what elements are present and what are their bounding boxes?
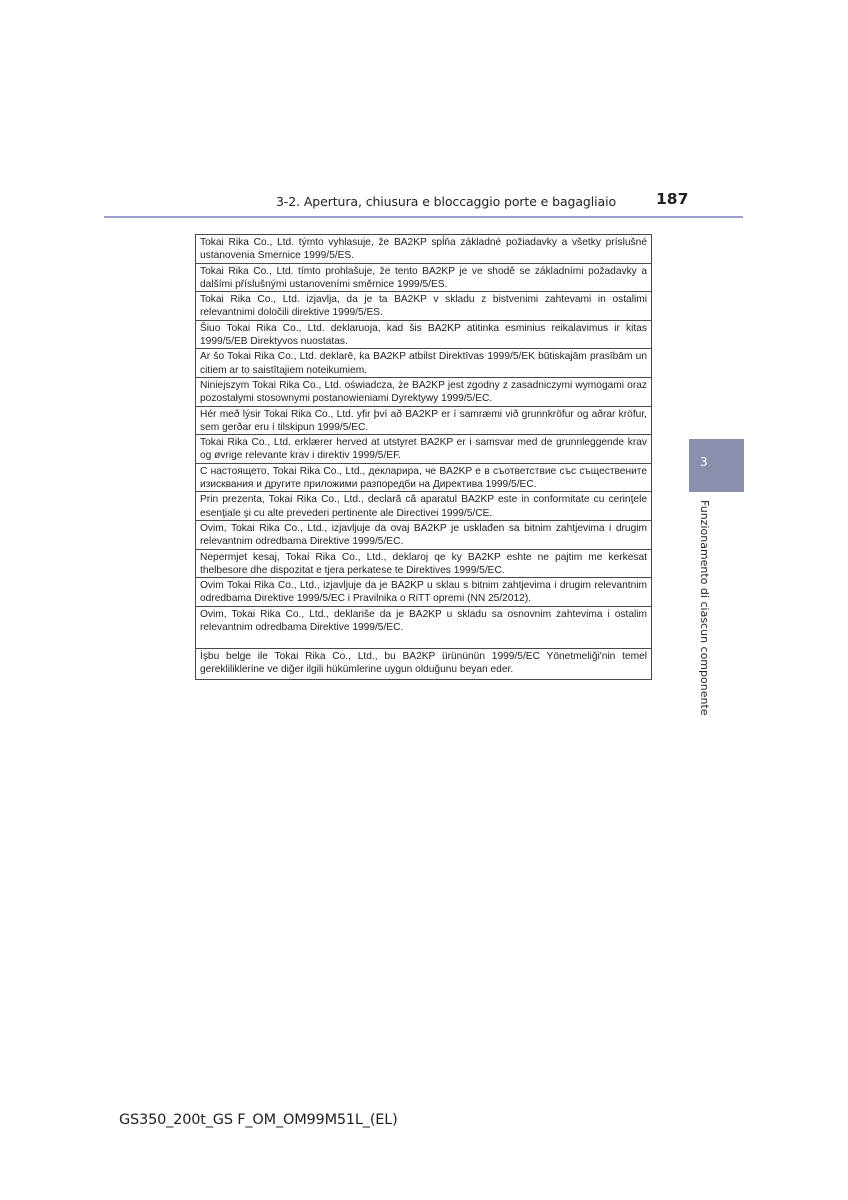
declaration-czech: Tokai Rika Co., Ltd. tímto prohlašuje, že tento BA2KP je ve shodě se základními požadavky a dalšími příslušnými ustanoveními směrnice 1999/5/ES. [196,263,652,292]
table-row [196,349,652,378]
table-row [196,549,652,578]
page-number: 187 [656,190,689,208]
header-divider [104,216,743,218]
declaration-slovenian: Tokai Rika Co., Ltd. izjavlja, da je ta BA2KP v skladu z bistvenimi zahtevami in ostalimi relevantnimi določili direktive 1999/5/ES. [196,292,652,321]
manual-code: GS350_200t_GS F_OM_OM99M51L_(EL) [119,1112,398,1128]
declaration-table [195,234,652,680]
declaration-slovak: Tokai Rika Co., Ltd. týmto vyhlasuje, že BA2KP spĺňa základné požiadavky a všetky príslušné ustanovenia Smernice 1999/5/ES. [196,235,652,264]
declaration-lithuanian: Šiuo Tokai Rika Co., Ltd. deklaruoja, kad šis BA2KP atitinka esminius reikalavimus ir kitas 1999/5/EB Direktyvos nuostatas. [196,320,652,349]
declaration-bosnian: Ovim, Tokai Rika Co., Ltd., izjavljuje da ovaj BA2KP je usklađen sa bitnim zahtjevima i drugim relevantnim odredbama Direktive 1999/5/EC. [196,520,652,549]
table-row [196,263,652,292]
table-row [196,648,652,679]
section-tab [689,439,744,492]
declaration-polish: Niniejszym Tokai Rika Co., Ltd. oświadcza, że BA2KP jest zgodny z zasadniczymi wymogami oraz pozostałymi stosownymi postanowieniami Dyrektywy 1999/5/EC. [196,377,652,406]
table-row [196,578,652,607]
table-row [196,406,652,435]
section-title: 3-2. Apertura, chiusura e bloccaggio porte e bagagliaio [275,194,616,209]
table-row [196,292,652,321]
declaration-norwegian: Tokai Rika Co., Ltd. erklærer herved at utstyret BA2KP er i samsvar med de grunnleggende krav og øvrige relevante krav i direktiv 1999/5/EF. [196,435,652,464]
declaration-albanian: Nepermjet kesaj, Tokai Rika Co., Ltd., deklaroj qe ky BA2KP eshte ne pajtim me kerkesat thelbesore dhe dispozitat e tjera perkatese te Direktives 1999/5/EC. [196,549,652,578]
declaration-latvian: Ar šo Tokai Rika Co., Ltd. deklarē, ka BA2KP atbilst Direktīvas 1999/5/EK būtiskajām prasībām un citiem ar to saistītajiem noteikumiem. [196,349,652,378]
table-row [196,320,652,349]
section-tab-number: 3 [700,455,708,469]
table-row [196,520,652,549]
declaration-croatian: Ovim Tokai Rika Co., Ltd., izjavljuje da je BA2KP u sklau s bitnim zahtjevima i drugim relevantnim odredbama Direktive 1999/5/EC i Pravilnika o RiTT opremi (NN 25/2012). [196,578,652,607]
declaration-bulgarian: С настоящето, Tokai Rika Co., Ltd., декларира, че BA2KP е в съответствие със съществените изисквания и другите приложими разпоредби на Директива 1999/5/EC. [196,463,652,492]
declaration-serbian: Ovim, Tokai Rika Co., Ltd., deklariše da je BA2KP u skladu sa osnovnim zahtevima i ostalim relevantnim odredbama Direktive 1999/5/EC. [196,606,652,648]
table-row [196,235,652,264]
table-row [196,463,652,492]
table-row [196,377,652,406]
table-row [196,606,652,648]
table-row [196,492,652,521]
declaration-turkish: İşbu belge ile Tokai Rika Co., Ltd., bu BA2KP ürününün 1999/5/EC Yönetmeliği'nin temel gerekliliklerine ve diğer ilgili hükümlerine uygun olduğunu beyan eder. [196,648,652,679]
table-row [196,435,652,464]
declaration-romanian: Prin prezenta, Tokai Rika Co., Ltd., declară că aparatul BA2KP este in conformitate cu cerinţele esenţiale şi cu alte prevederi pertinente ale Directivei 1999/5/CE. [196,492,652,521]
declaration-icelandic: Hér með lýsir Tokai Rika Co., Ltd. yfir því að BA2KP er í samræmi við grunnkröfur og aðrar kröfur, sem gerðar eru í tilskipun 1999/5/EC. [196,406,652,435]
chapter-title: Funzionamento di ciascun componente [698,500,711,716]
